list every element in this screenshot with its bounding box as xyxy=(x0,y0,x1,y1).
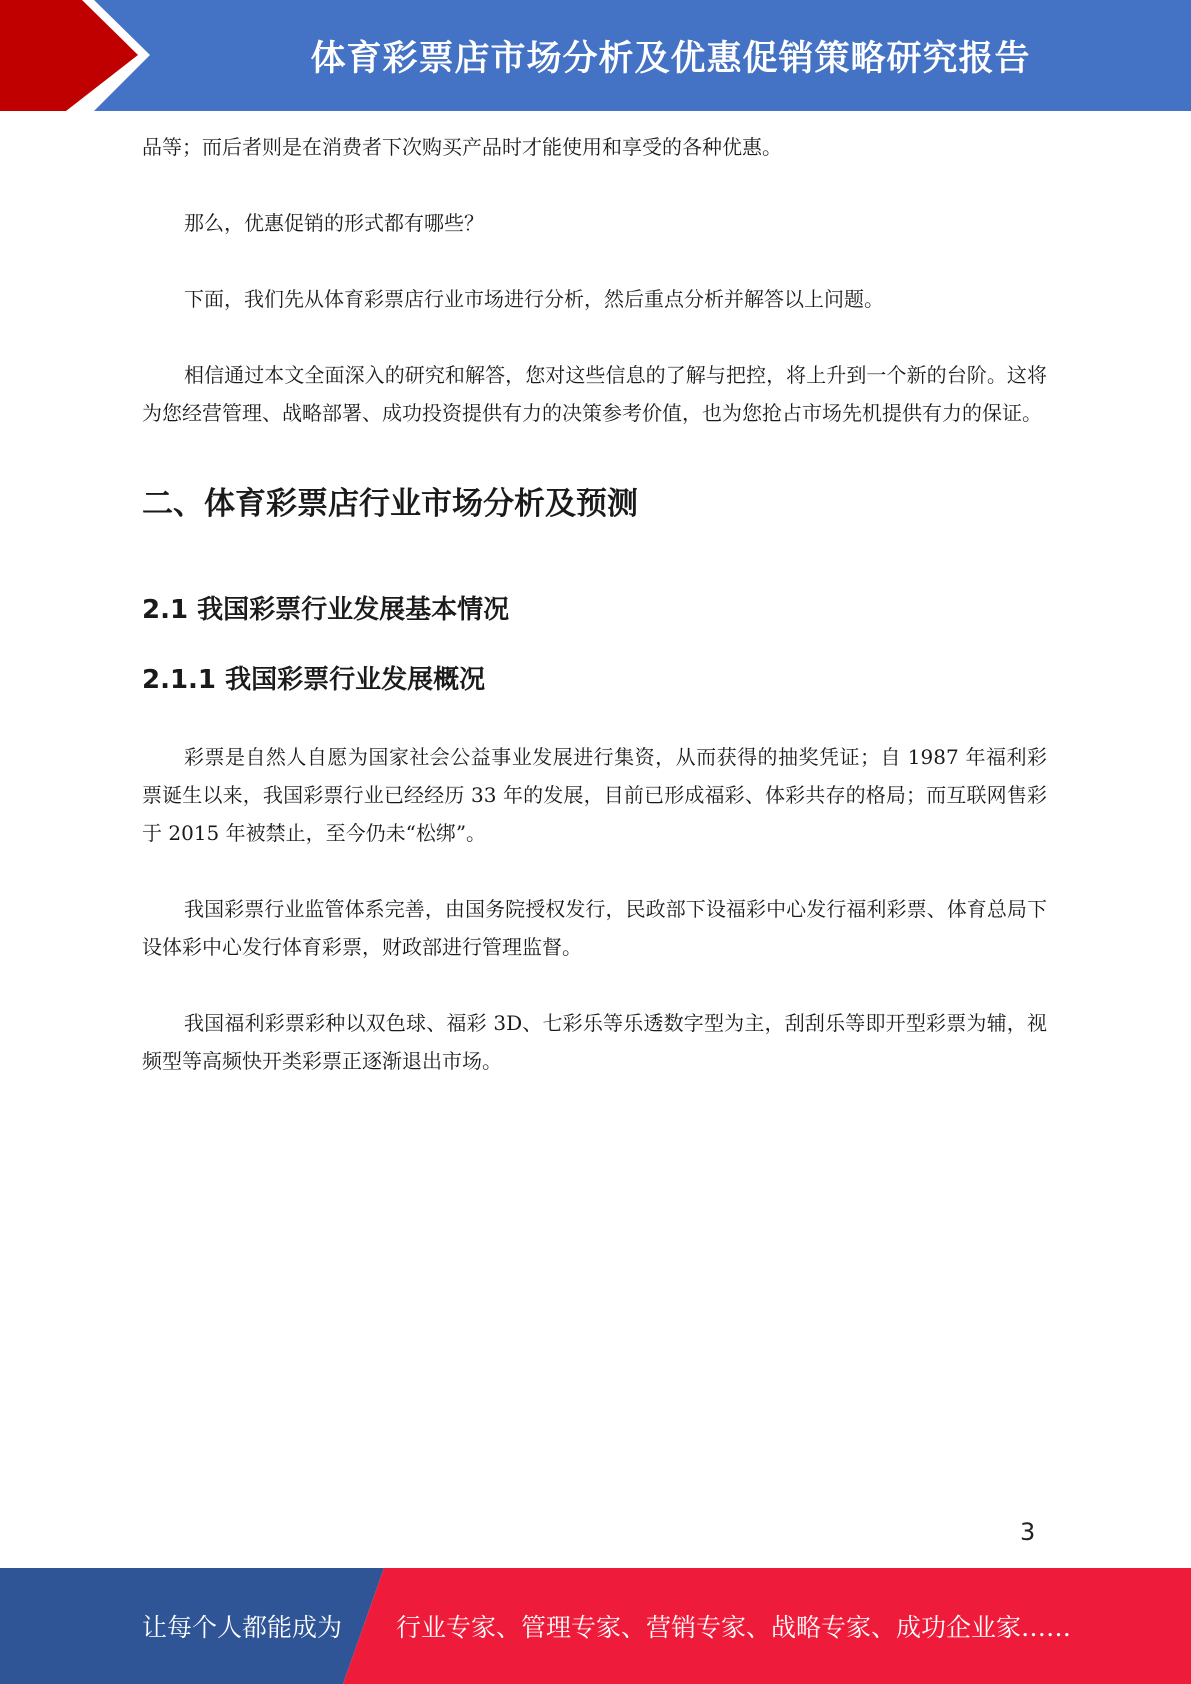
subsubsection-heading: 2.1.1 我国彩票行业发展概况 xyxy=(142,665,486,695)
paragraph-6: 我国彩票行业监管体系完善，由国务院授权发行，民政部下设福彩中心发行福利彩票、体育总局下设体彩中心发行体育彩票，财政部进行管理监督。 xyxy=(142,897,1047,959)
subsection-heading: 2.1 我国彩票行业发展基本情况 xyxy=(142,595,510,625)
footer-slogan-left: 让每个人都能成为 xyxy=(142,1613,343,1642)
paragraph-2: 那么，优惠促销的形式都有哪些？ xyxy=(184,211,484,235)
document-title: 体育彩票店市场分析及优惠促销策略研究报告 xyxy=(310,38,1031,79)
page-header xyxy=(0,0,1191,111)
paragraph-5: 彩票是自然人自愿为国家社会公益事业发展进行集资，从而获得的抽奖凭证；自 1987 年福利彩票诞生以来，我国彩票行业已经经历 33 年的发展，目前已形成福彩、体彩共存的格局；而互联网售彩于 2015 年被禁止，至今仍未“松绑”。 xyxy=(142,745,1047,845)
page-number: 3 xyxy=(1020,1518,1036,1546)
header-chevron-icon xyxy=(0,0,160,111)
page-footer xyxy=(0,1568,1191,1684)
paragraph-4: 相信通过本文全面深入的研究和解答，您对这些信息的了解与把控，将上升到一个新的台阶。这将为您经营管理、战略部署、成功投资提供有力的决策参考价值，也为您抢占市场先机提供有力的保证。 xyxy=(142,363,1047,425)
page-content xyxy=(142,128,1047,1080)
footer-slogan-right: 行业专家、管理专家、营销专家、战略专家、成功企业家…… xyxy=(396,1613,1072,1642)
paragraph-1: 品等；而后者则是在消费者下次购买产品时才能使用和享受的各种优惠。 xyxy=(142,135,782,159)
paragraph-3: 下面，我们先从体育彩票店行业市场进行分析，然后重点分析并解答以上问题。 xyxy=(184,287,884,311)
section-heading: 二、体育彩票店行业市场分析及预测 xyxy=(142,486,638,522)
paragraph-7: 我国福利彩票彩种以双色球、福彩 3D、七彩乐等乐透数字型为主，刮刮乐等即开型彩票为辅，视频型等高频快开类彩票正逐渐退出市场。 xyxy=(142,1011,1047,1073)
